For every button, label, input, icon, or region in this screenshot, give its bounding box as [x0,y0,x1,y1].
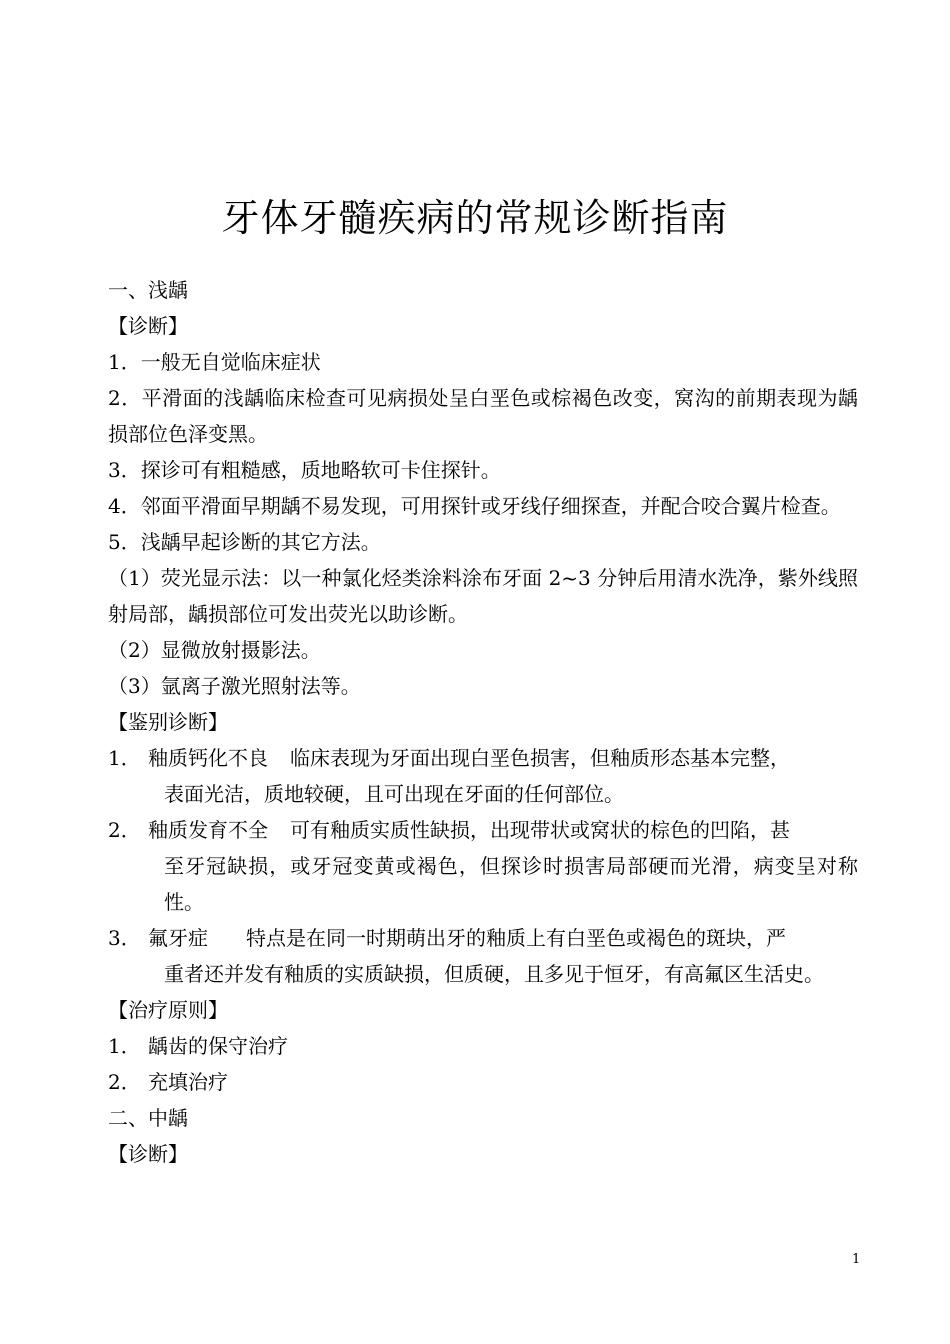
diagnosis-item-4: 4．邻面平滑面早期龋不易发现，可用探针或牙线仔细探查，并配合咬合翼片检查。 [108,494,841,518]
differential-item-name: 釉质发育不全 [148,818,268,842]
differential-item [108,812,858,920]
differential-item-name: 釉质钙化不良 [148,746,268,770]
differential-item-number: 2． [108,818,141,842]
diagnosis-item-5: 5．浅龋早起诊断的其它方法。 [108,530,381,554]
differential-item [108,920,858,992]
differential-item-desc: 临床表现为牙面出现白垩色损害，但釉质形态基本完整， [290,746,790,770]
section-heading-shallow-caries: 一、浅龋 [108,278,188,302]
treatment-item-number: 2． [108,1070,141,1094]
differential-item-desc-cont: 表面光洁，质地较硬，且可出现在牙面的任何部位。 [164,782,624,806]
differential-item-desc-cont: 重者还并发有釉质的实质缺损，但质硬，且多见于恒牙，有高氟区生活史。 [164,962,824,986]
differential-item-name: 氟牙症 [148,926,208,950]
differential-item-desc: 可有釉质实质性缺损，出现带状或窝状的棕色的凹陷，甚 [290,818,790,842]
page-number: 1 [852,1252,861,1267]
subheading-diagnosis: 【诊断】 [108,314,188,338]
differential-item-number: 1． [108,746,141,770]
method-item-1: （1）荧光显示法：以一种氯化烃类涂料涂布牙面 2~3 分钟后用清水洗净，紫外线照射局部，龋损部位可发出荧光以助诊断。 [108,566,858,626]
diagnosis-item-3: 3．探诊可有粗糙感，质地略软可卡住探针。 [108,458,501,482]
section-heading-medium-caries: 二、中龋 [108,1106,188,1130]
diagnosis-item-2: 2．平滑面的浅龋临床检查可见病损处呈白垩色或棕褐色改变，窝沟的前期表现为龋损部位色泽变黑。 [108,386,858,446]
document-body [108,272,858,1172]
treatment-item-number: 1． [108,1034,141,1058]
differential-item-desc-cont: 至牙冠缺损，或牙冠变黄或褐色，但探诊时损害局部硬而光滑，病变呈对称性。 [164,854,858,914]
subheading-diagnosis: 【诊断】 [108,1142,188,1166]
treatment-item [108,1064,858,1100]
subheading-treatment-principles: 【治疗原则】 [108,998,228,1022]
differential-item [108,740,858,812]
treatment-item [108,1028,858,1064]
differential-item-number: 3． [108,926,141,950]
treatment-item-text: 龋齿的保守治疗 [148,1034,288,1058]
subheading-differential-diagnosis: 【鉴别诊断】 [108,710,228,734]
diagnosis-item-1: 1．一般无自觉临床症状 [108,350,321,374]
treatment-item-text: 充填治疗 [148,1070,228,1094]
method-item-3: （3）氩离子激光照射法等。 [108,674,361,698]
document-title: 牙体牙髓疾病的常规诊断指南 [221,196,729,240]
differential-item-desc: 特点是在同一时期萌出牙的釉质上有白垩色或褐色的斑块，严 [246,926,786,950]
method-item-2: （2）显微放射摄影法。 [108,638,321,662]
